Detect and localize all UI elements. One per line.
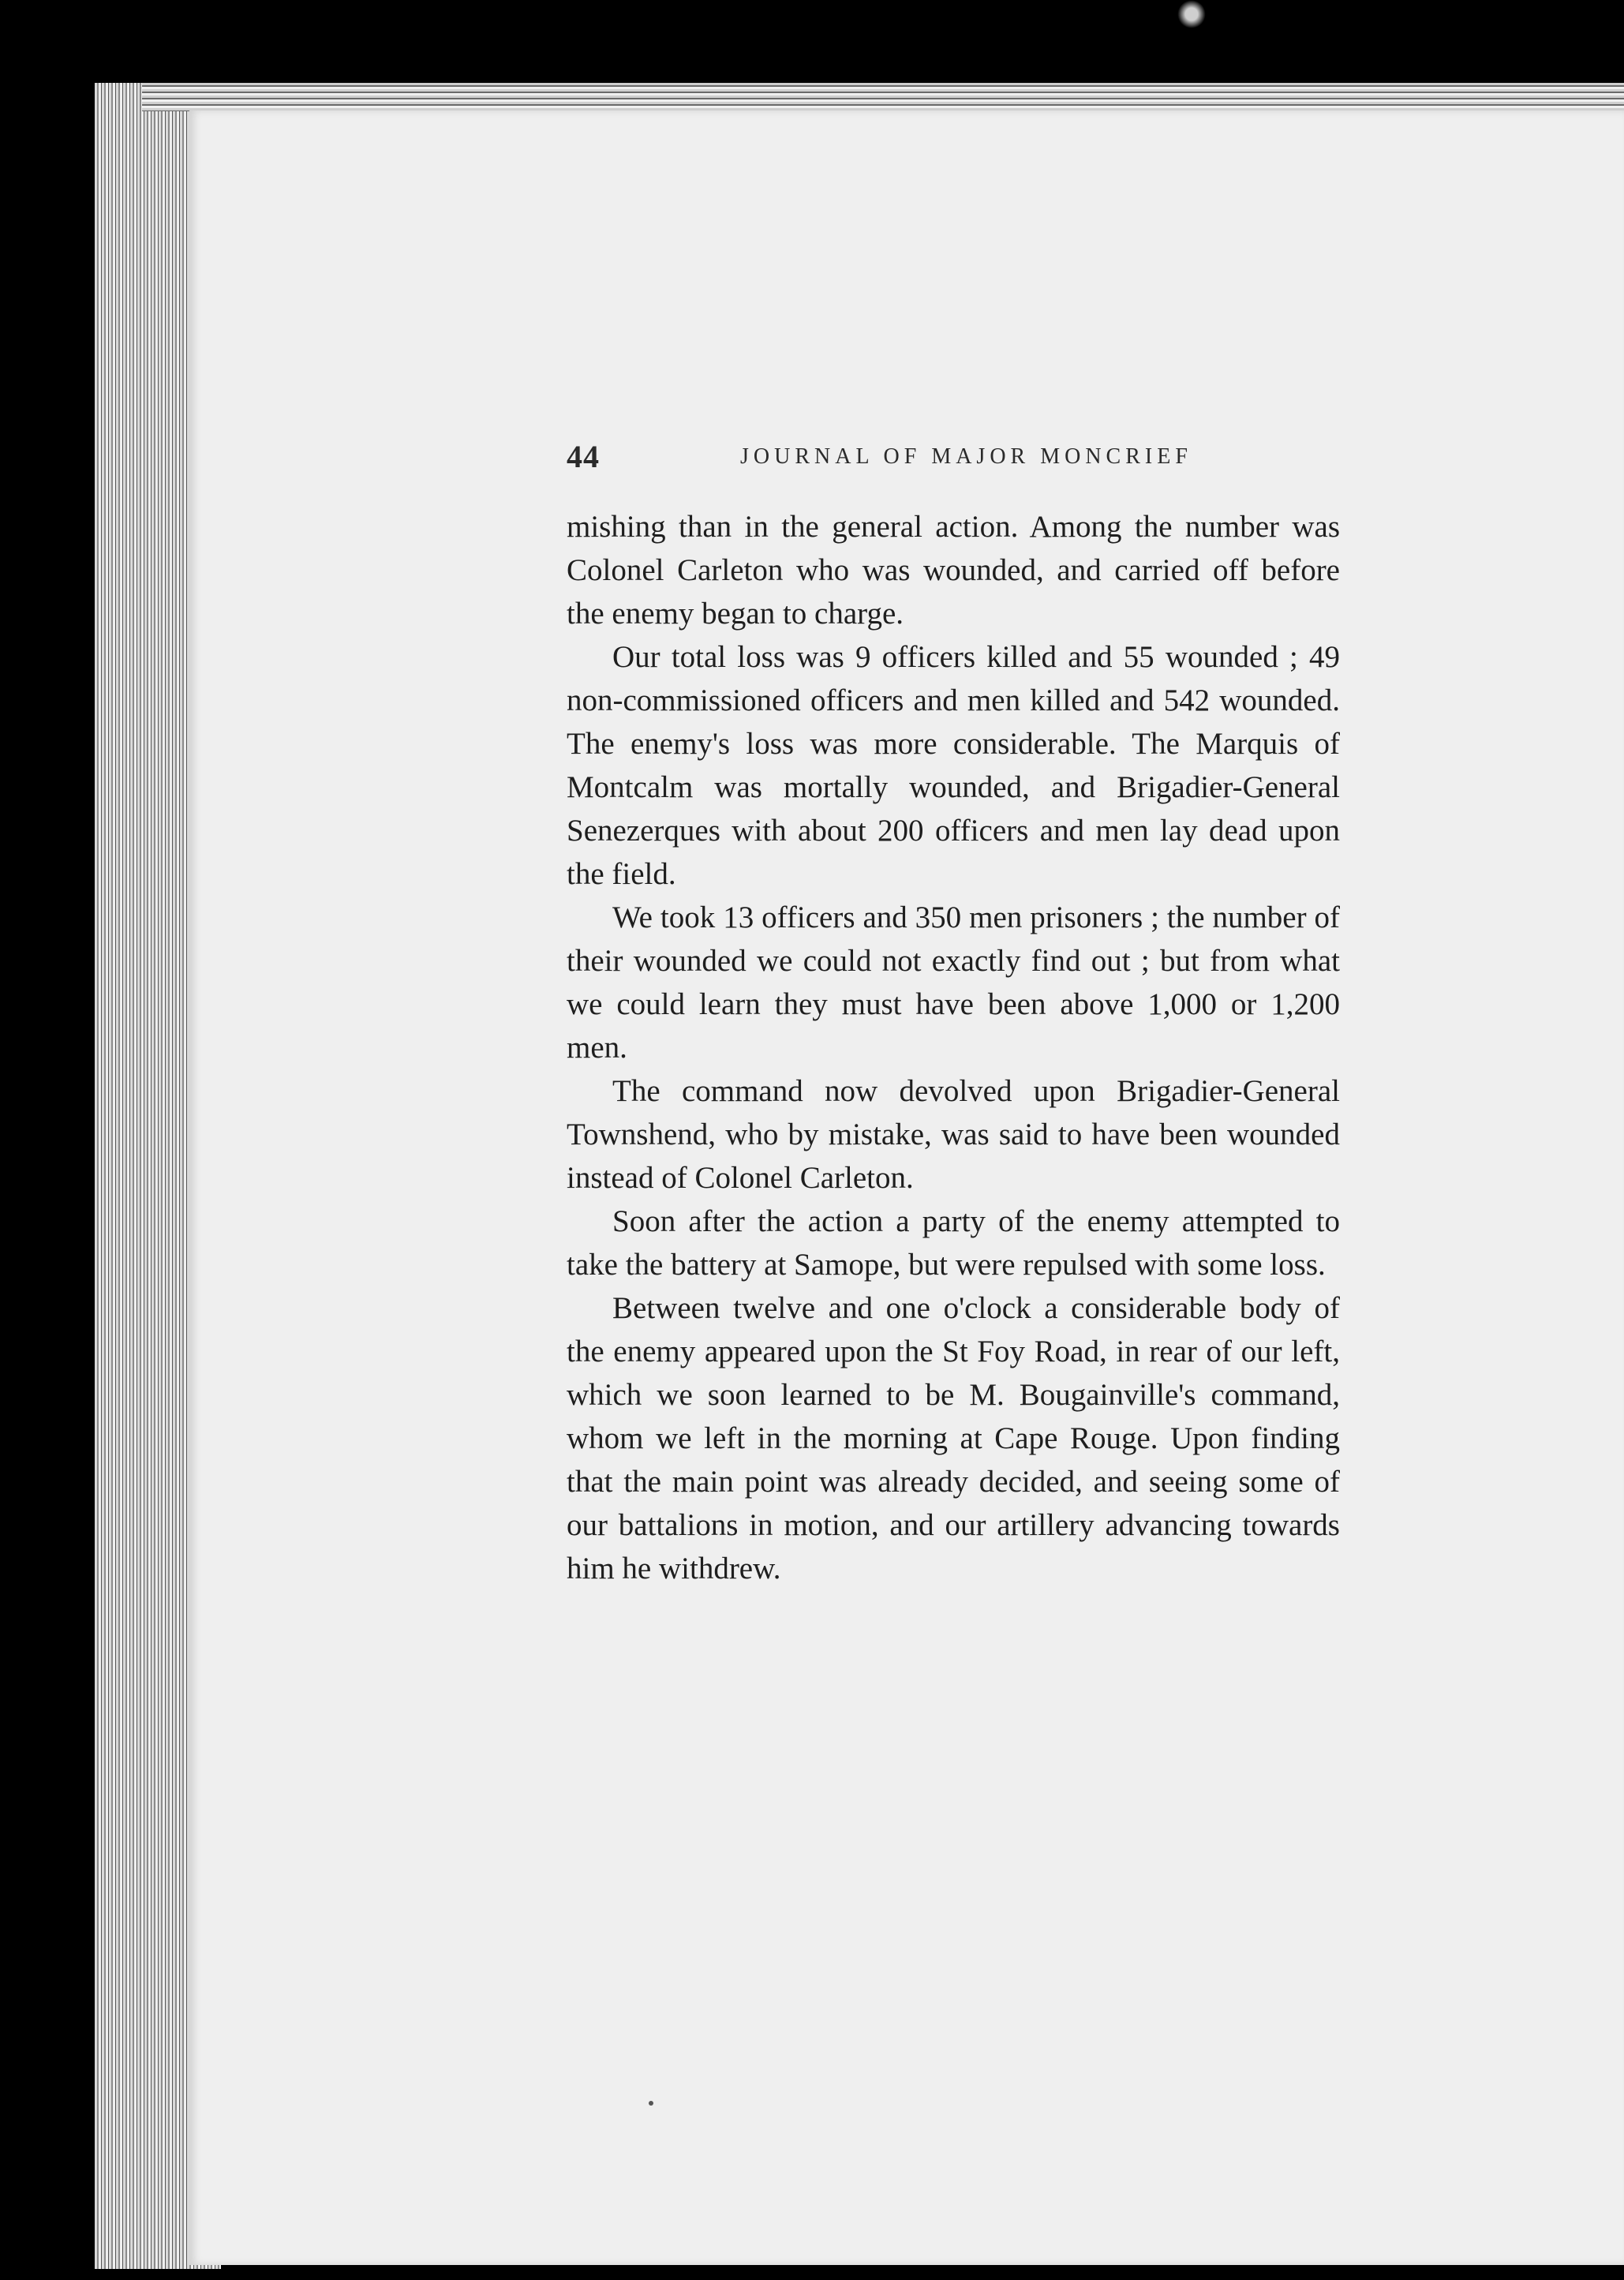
book-top-edges [142, 83, 1624, 111]
page-header [567, 438, 1340, 477]
paragraph: Our total loss was 9 officers killed and 55 wounded ; 49 non-commissioned officers and men killed and 542 wounded. The enemy's loss was more considerable. The Marquis of Montcalm was mortally wounded, and Brigadier-General Senezerques with about 200 officers and men lay dead upon the field. [567, 640, 1340, 891]
body-text [567, 505, 1340, 1590]
paragraph: Soon after the action a party of the enemy attempted to take the battery at Samope, but were repulsed with some loss. [567, 1204, 1340, 1282]
paragraph: We took 13 officers and 350 men prisoners ; the number of their wounded we could not exactly find out ; but from what we could learn they must have been above 1,000 or 1,200 men. [567, 900, 1340, 1065]
paragraph: Between twelve and one o'clock a considerable body of the enemy appeared upon the St Foy Road, in rear of our left, which we soon learned to be M. Bougainville's command, whom we left in the morning at Cape Rouge. Upon finding that the main point was already decided, and seeing some of our battalions in motion, and our artillery advancing towards him he withdrew. [567, 1291, 1340, 1586]
paragraph: mishing than in the general action. Among the number was Colonel Carleton who was wounded, and carried off before the enemy began to charge. [567, 510, 1340, 631]
running-head: JOURNAL OF MAJOR MONCRIEF [740, 444, 1192, 469]
scan-artifact [1164, 0, 1219, 36]
page-number: 44 [567, 439, 600, 474]
paragraph: The command now devolved upon Brigadier-General Townshend, who by mistake, was said to have been wounded instead of Colonel Carleton. [567, 1074, 1340, 1195]
paper-speck [649, 2101, 653, 2106]
